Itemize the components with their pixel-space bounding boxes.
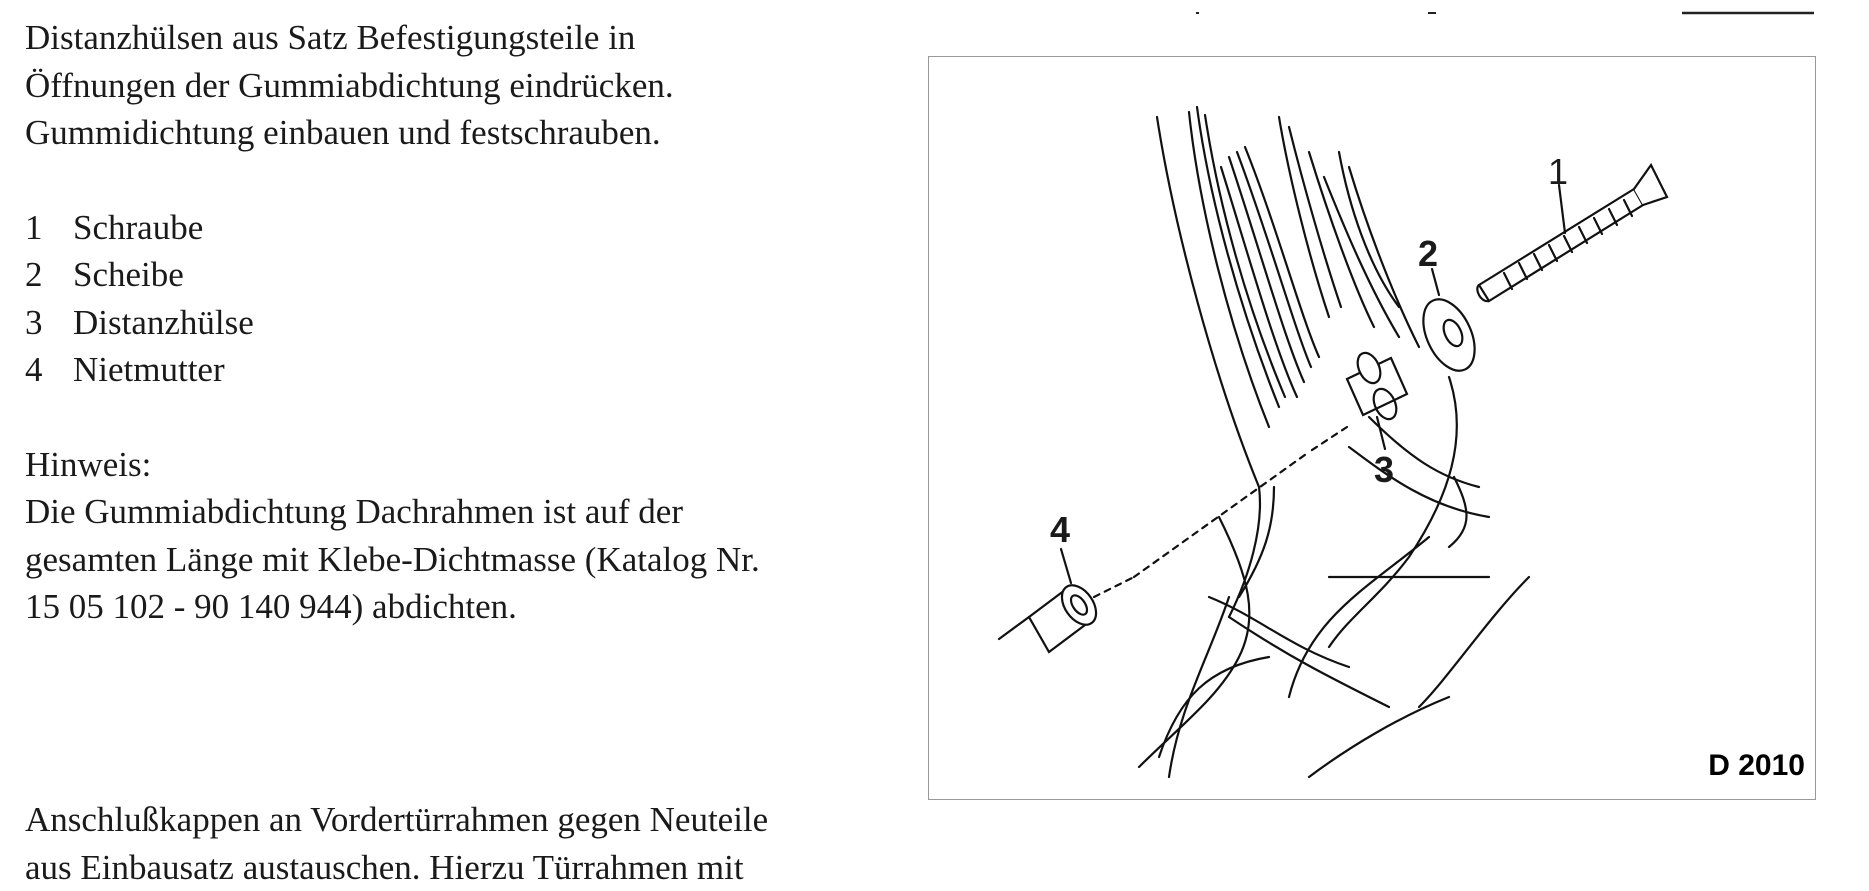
- spacer-sleeve-part: [1309, 349, 1407, 452]
- note-line: gesamten Länge mit Klebe-Dichtmasse (Katalog Nr.: [25, 536, 925, 584]
- callout-label-4: 4: [1050, 509, 1070, 551]
- callout-label-1: 1: [1548, 151, 1568, 193]
- door-frame-lines: [1139, 107, 1529, 777]
- legend-item-rivet-nut: 4 Nietmutter: [25, 346, 925, 394]
- note-line: 15 05 102 - 90 140 944) abdichten.: [25, 583, 925, 631]
- instruction-text: [25, 14, 925, 631]
- bottom-instruction-text: [25, 796, 768, 891]
- bottom-line: aus Einbausatz austauschen. Hierzu Türrahmen mit: [25, 844, 768, 891]
- washer-part: [1413, 291, 1485, 378]
- note-heading: Hinweis:: [25, 441, 925, 489]
- intro-line: Gummidichtung einbauen und festschrauben.: [25, 109, 925, 157]
- callout-label-2: 2: [1418, 233, 1438, 275]
- callout-label-3: 3: [1374, 449, 1394, 491]
- legend-item-spacer-sleeve: 3 Distanzhülse: [25, 299, 925, 347]
- legend-item-screw: 1 Schraube: [25, 204, 925, 252]
- legend-item-washer: 2 Scheibe: [25, 251, 925, 299]
- intro-line: Öffnungen der Gummiabdichtung eindrücken.: [25, 62, 925, 110]
- assembly-figure: [928, 56, 1816, 800]
- assembly-drawing: [929, 57, 1816, 800]
- note-line: Die Gummiabdichtung Dachrahmen ist auf der: [25, 488, 925, 536]
- figure-code: D 2010: [1708, 749, 1805, 783]
- callout-leaders: [1061, 185, 1565, 583]
- intro-line: Distanzhülsen aus Satz Befestigungsteile in: [25, 14, 925, 62]
- bottom-line: Anschlußkappen an Vordertürrahmen gegen Neuteile: [25, 796, 768, 844]
- screw-part: [1477, 165, 1667, 301]
